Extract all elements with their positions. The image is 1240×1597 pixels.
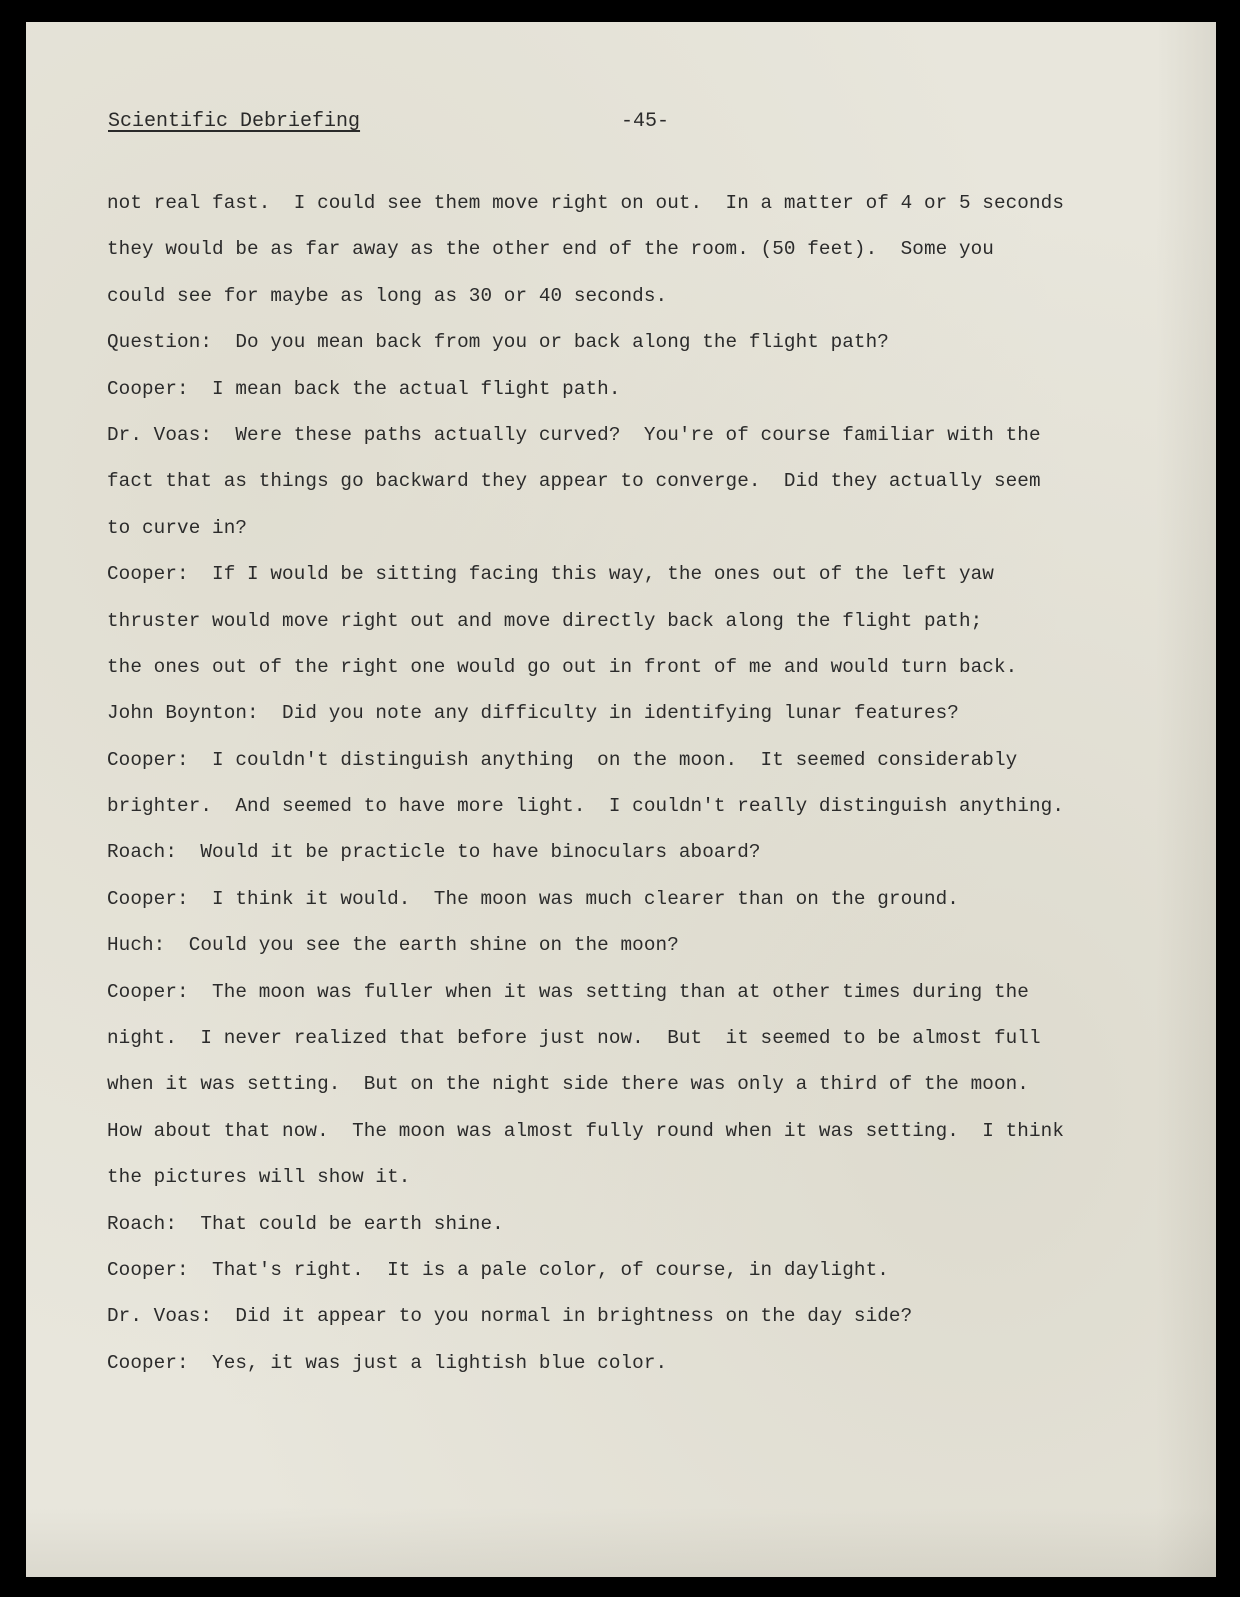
transcript-line: the ones out of the right one would go out in front of me and would turn back. — [107, 655, 1018, 678]
transcript-line: they would be as far away as the other end of the room. (50 feet). Some you — [107, 238, 994, 261]
transcript-line: Question: Do you mean back from you or back along the flight path? — [107, 331, 889, 354]
transcript-line: Cooper: If I would be sitting facing this way, the ones out of the left yaw — [107, 563, 994, 586]
transcript-line: Dr. Voas: Were these paths actually curved? You're of course familiar with the — [107, 423, 1041, 446]
transcript-line: night. I never realized that before just now. But it seemed to be almost full — [107, 1027, 1041, 1050]
transcript-line: fact that as things go backward they appear to converge. Did they actually seem — [107, 470, 1041, 493]
transcript-line: Dr. Voas: Did it appear to you normal in brightness on the day side? — [107, 1305, 913, 1328]
transcript-line: brighter. And seemed to have more light. I couldn't really distinguish anything. — [107, 795, 1064, 818]
page-number: -45- — [621, 110, 670, 133]
transcript-line: Cooper: I think it would. The moon was much clearer than on the ground. — [107, 887, 959, 910]
transcript-line: Roach: That could be earth shine. — [107, 1212, 504, 1235]
document-page — [26, 22, 1216, 1577]
document-title: Scientific Debriefing — [108, 110, 361, 133]
page-header — [108, 110, 360, 133]
transcript-line: to curve in? — [107, 516, 248, 539]
transcript-line: the pictures will show it. — [107, 1166, 411, 1189]
transcript-line: not real fast. I could see them move right on out. In a matter of 4 or 5 seconds — [107, 192, 1064, 214]
transcript-line: Cooper: Yes, it was just a lightish blue color. — [107, 1351, 668, 1374]
transcript-line: Cooper: I couldn't distinguish anything on the moon. It seemed considerably — [107, 748, 1018, 771]
page-shadow-bottom — [26, 1507, 1216, 1577]
transcript-line: Roach: Would it be practicle to have binoculars aboard? — [107, 841, 761, 864]
transcript-line: when it was setting. But on the night side there was only a third of the moon. — [107, 1073, 1029, 1096]
transcript-body — [107, 180, 1167, 1386]
transcript-line: Cooper: I mean back the actual flight path. — [107, 377, 621, 400]
transcript-line: Huch: Could you see the earth shine on the moon? — [107, 934, 679, 957]
transcript-line: Cooper: That's right. It is a pale color, of course, in daylight. — [107, 1258, 889, 1281]
transcript-line: John Boynton: Did you note any difficulty in identifying lunar features? — [107, 702, 959, 725]
transcript-line: thruster would move right out and move directly back along the flight path; — [107, 609, 983, 632]
transcript-line: How about that now. The moon was almost fully round when it was setting. I think — [107, 1119, 1064, 1142]
transcript-line: could see for maybe as long as 30 or 40 seconds. — [107, 284, 668, 307]
transcript-line: Cooper: The moon was fuller when it was setting than at other times during the — [107, 980, 1029, 1003]
